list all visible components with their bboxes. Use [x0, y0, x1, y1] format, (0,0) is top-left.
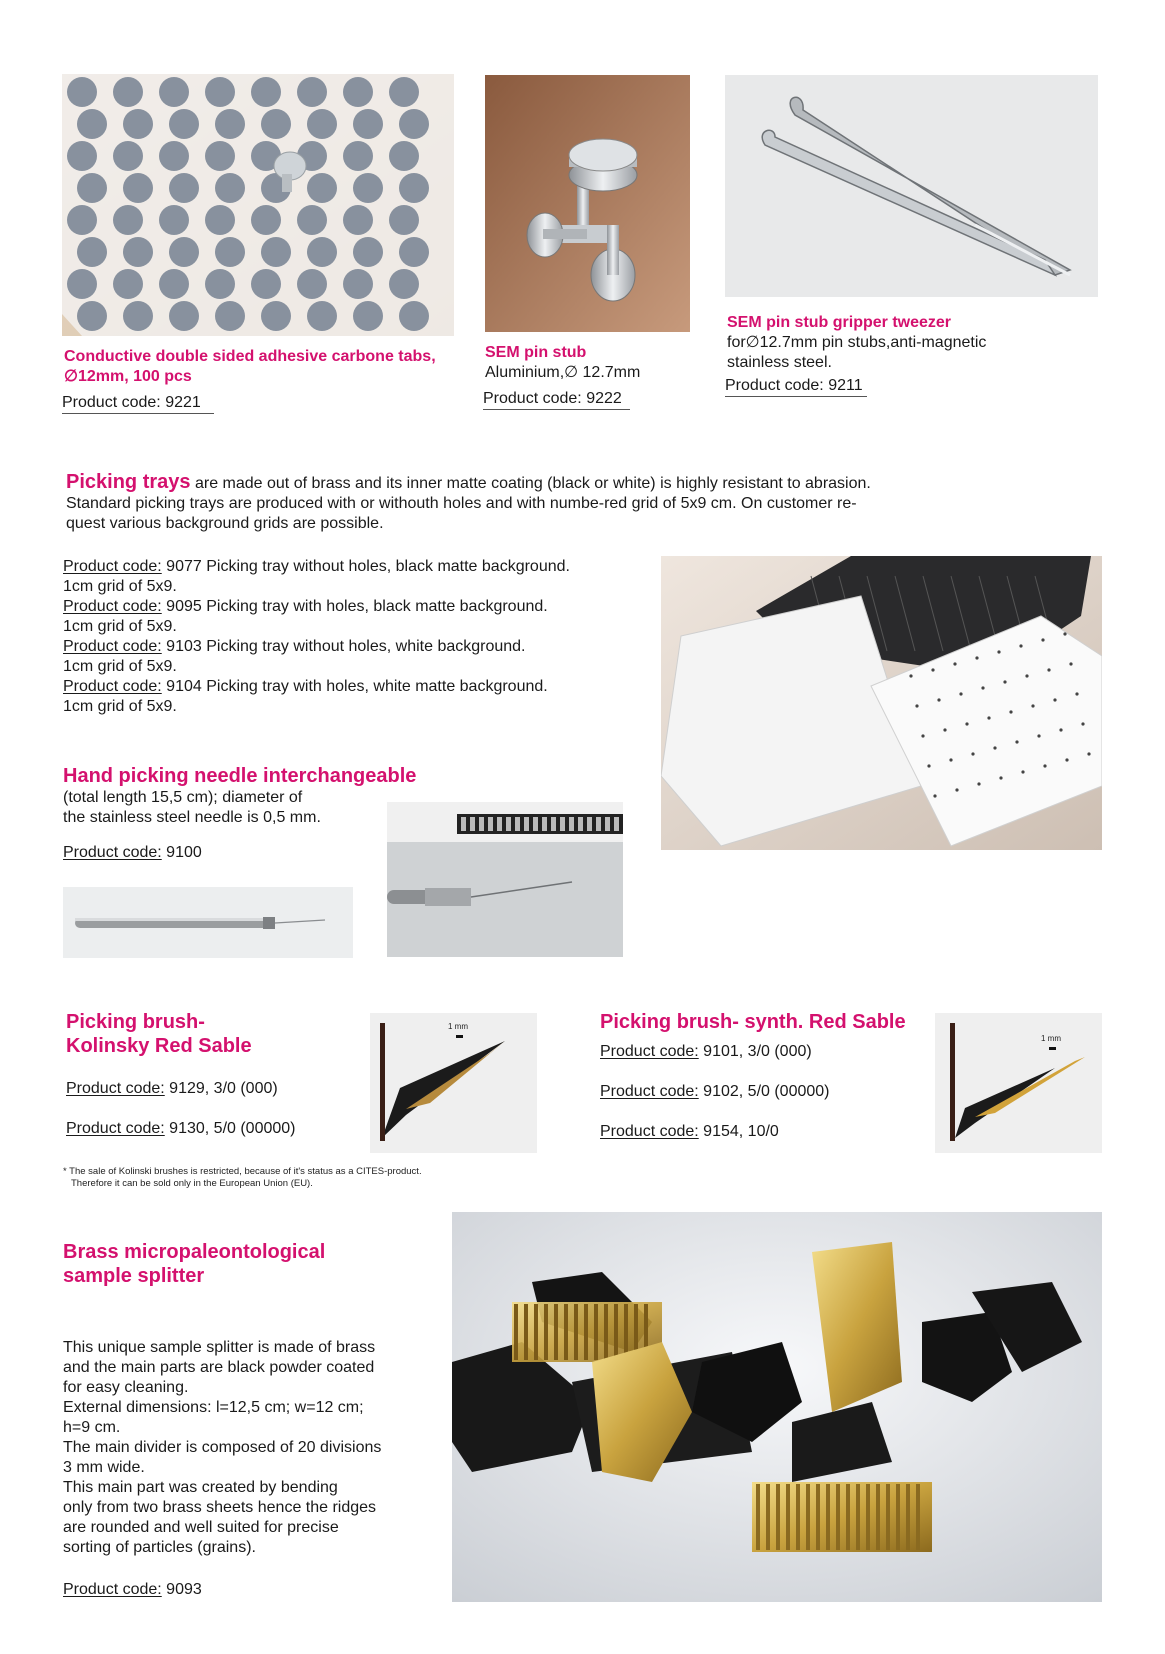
- pin-stub-title: SEM pin stub: [485, 344, 587, 361]
- carbon-tabs-photo: [62, 74, 454, 336]
- brush2-code-2: Product code: 9102, 5/0 (00000): [600, 1083, 830, 1100]
- needle-desc-2: the stainless steel needle is 0,5 mm.: [63, 809, 321, 826]
- list-item-sub: 1cm grid of 5x9.: [63, 578, 177, 595]
- brush2-code-3: Product code: 9154, 10/0: [600, 1123, 779, 1140]
- list-item: Product code: 9077 Picking tray without holes, black matte background.: [63, 558, 570, 575]
- carbon-tabs-code: Product code: 9221: [62, 393, 214, 414]
- scale-label: 1 mm: [448, 1022, 468, 1031]
- pin-stub-desc: Aluminium,∅ 12.7mm: [485, 364, 641, 381]
- list-item-sub: 1cm grid of 5x9.: [63, 618, 177, 635]
- tweezer-code: Product code: 9211: [725, 376, 867, 397]
- synth-brush-photo: [935, 1013, 1102, 1153]
- splitter-desc-line: The main divider is composed of 20 divisions: [63, 1439, 382, 1456]
- splitter-desc-line: for easy cleaning.: [63, 1379, 189, 1396]
- splitter-desc-line: 3 mm wide.: [63, 1459, 145, 1476]
- splitter-desc-line: only from two brass sheets hence the ridges: [63, 1499, 377, 1516]
- needle-code: Product code: 9100: [63, 844, 202, 861]
- pin-stub-code: Product code: 9222: [483, 389, 630, 410]
- splitter-code: Product code: 9093: [63, 1581, 202, 1598]
- brush2-code-1: Product code: 9101, 3/0 (000): [600, 1043, 812, 1060]
- splitter-desc-line: are rounded and well suited for precise: [63, 1519, 339, 1536]
- tweezer-title: SEM pin stub gripper tweezer: [727, 314, 952, 331]
- picking-trays-photo: [661, 556, 1102, 850]
- splitter-desc-line: This main part was created by bending: [63, 1479, 338, 1496]
- needle-title: Hand picking needle interchangeable: [63, 765, 417, 787]
- splitter-title: Brass micropaleontological sample splitter: [63, 1241, 326, 1287]
- trays-intro-1: are made out of brass and its inner matte coating (black or white) is highly resistant to abrasion.: [190, 475, 871, 492]
- pin-stub-photo: [485, 75, 690, 332]
- trays-product-list: [63, 557, 663, 717]
- list-item: Product code: 9104 Picking tray with holes, white matte background.: [63, 678, 548, 695]
- brush2-title: Picking brush- synth. Red Sable: [600, 1011, 906, 1033]
- brush1-code-2: Product code: 9130, 5/0 (00000): [66, 1120, 296, 1137]
- list-item: Product code: 9095 Picking tray with holes, black matte background.: [63, 598, 548, 615]
- trays-intro: [66, 472, 996, 534]
- sample-splitter-photo: [452, 1212, 1102, 1602]
- needle-photo-closeup: [387, 802, 623, 957]
- splitter-desc-line: External dimensions: l=12,5 cm; w=12 cm;: [63, 1399, 364, 1416]
- kolinsky-brush-photo: [370, 1013, 537, 1153]
- brush1-title: Picking brush- Kolinsky Red Sable: [66, 1011, 252, 1057]
- tweezer-desc-2: stainless steel.: [727, 354, 832, 371]
- needle-photo-full: [63, 887, 353, 958]
- brush1-code-1: Product code: 9129, 3/0 (000): [66, 1080, 278, 1097]
- splitter-desc-line: and the main parts are black powder coated: [63, 1359, 375, 1376]
- cites-footnote: * The sale of Kolinski brushes is restricted, because of it's status as a CITES-product. Therefore it can be sold only in the European Union (EU).: [63, 1166, 422, 1189]
- trays-intro-2: Standard picking trays are produced with or withouth holes and with numbe-red grid of 5x9 cm. On customer re-: [66, 495, 857, 512]
- list-item-sub: 1cm grid of 5x9.: [63, 658, 177, 675]
- list-item: Product code: 9103 Picking tray without holes, white background.: [63, 638, 526, 655]
- splitter-desc-line: h=9 cm.: [63, 1419, 121, 1436]
- trays-intro-3: quest various background grids are possible.: [66, 515, 384, 532]
- scale-label: 1 mm: [1041, 1034, 1061, 1043]
- trays-title: Picking trays: [66, 471, 191, 493]
- list-item-sub: 1cm grid of 5x9.: [63, 698, 177, 715]
- carbon-tabs-title: Conductive double sided adhesive carbone tabs, ∅12mm, 100 pcs: [64, 348, 436, 385]
- needle-desc-1: (total length 15,5 cm); diameter of: [63, 789, 303, 806]
- splitter-desc-line: This unique sample splitter is made of brass: [63, 1339, 376, 1356]
- splitter-desc-line: sorting of particles (grains).: [63, 1539, 256, 1556]
- splitter-desc: [63, 1338, 443, 1558]
- tweezer-desc-1: for∅12.7mm pin stubs,anti-magnetic: [727, 334, 987, 351]
- tweezer-photo: [725, 75, 1098, 297]
